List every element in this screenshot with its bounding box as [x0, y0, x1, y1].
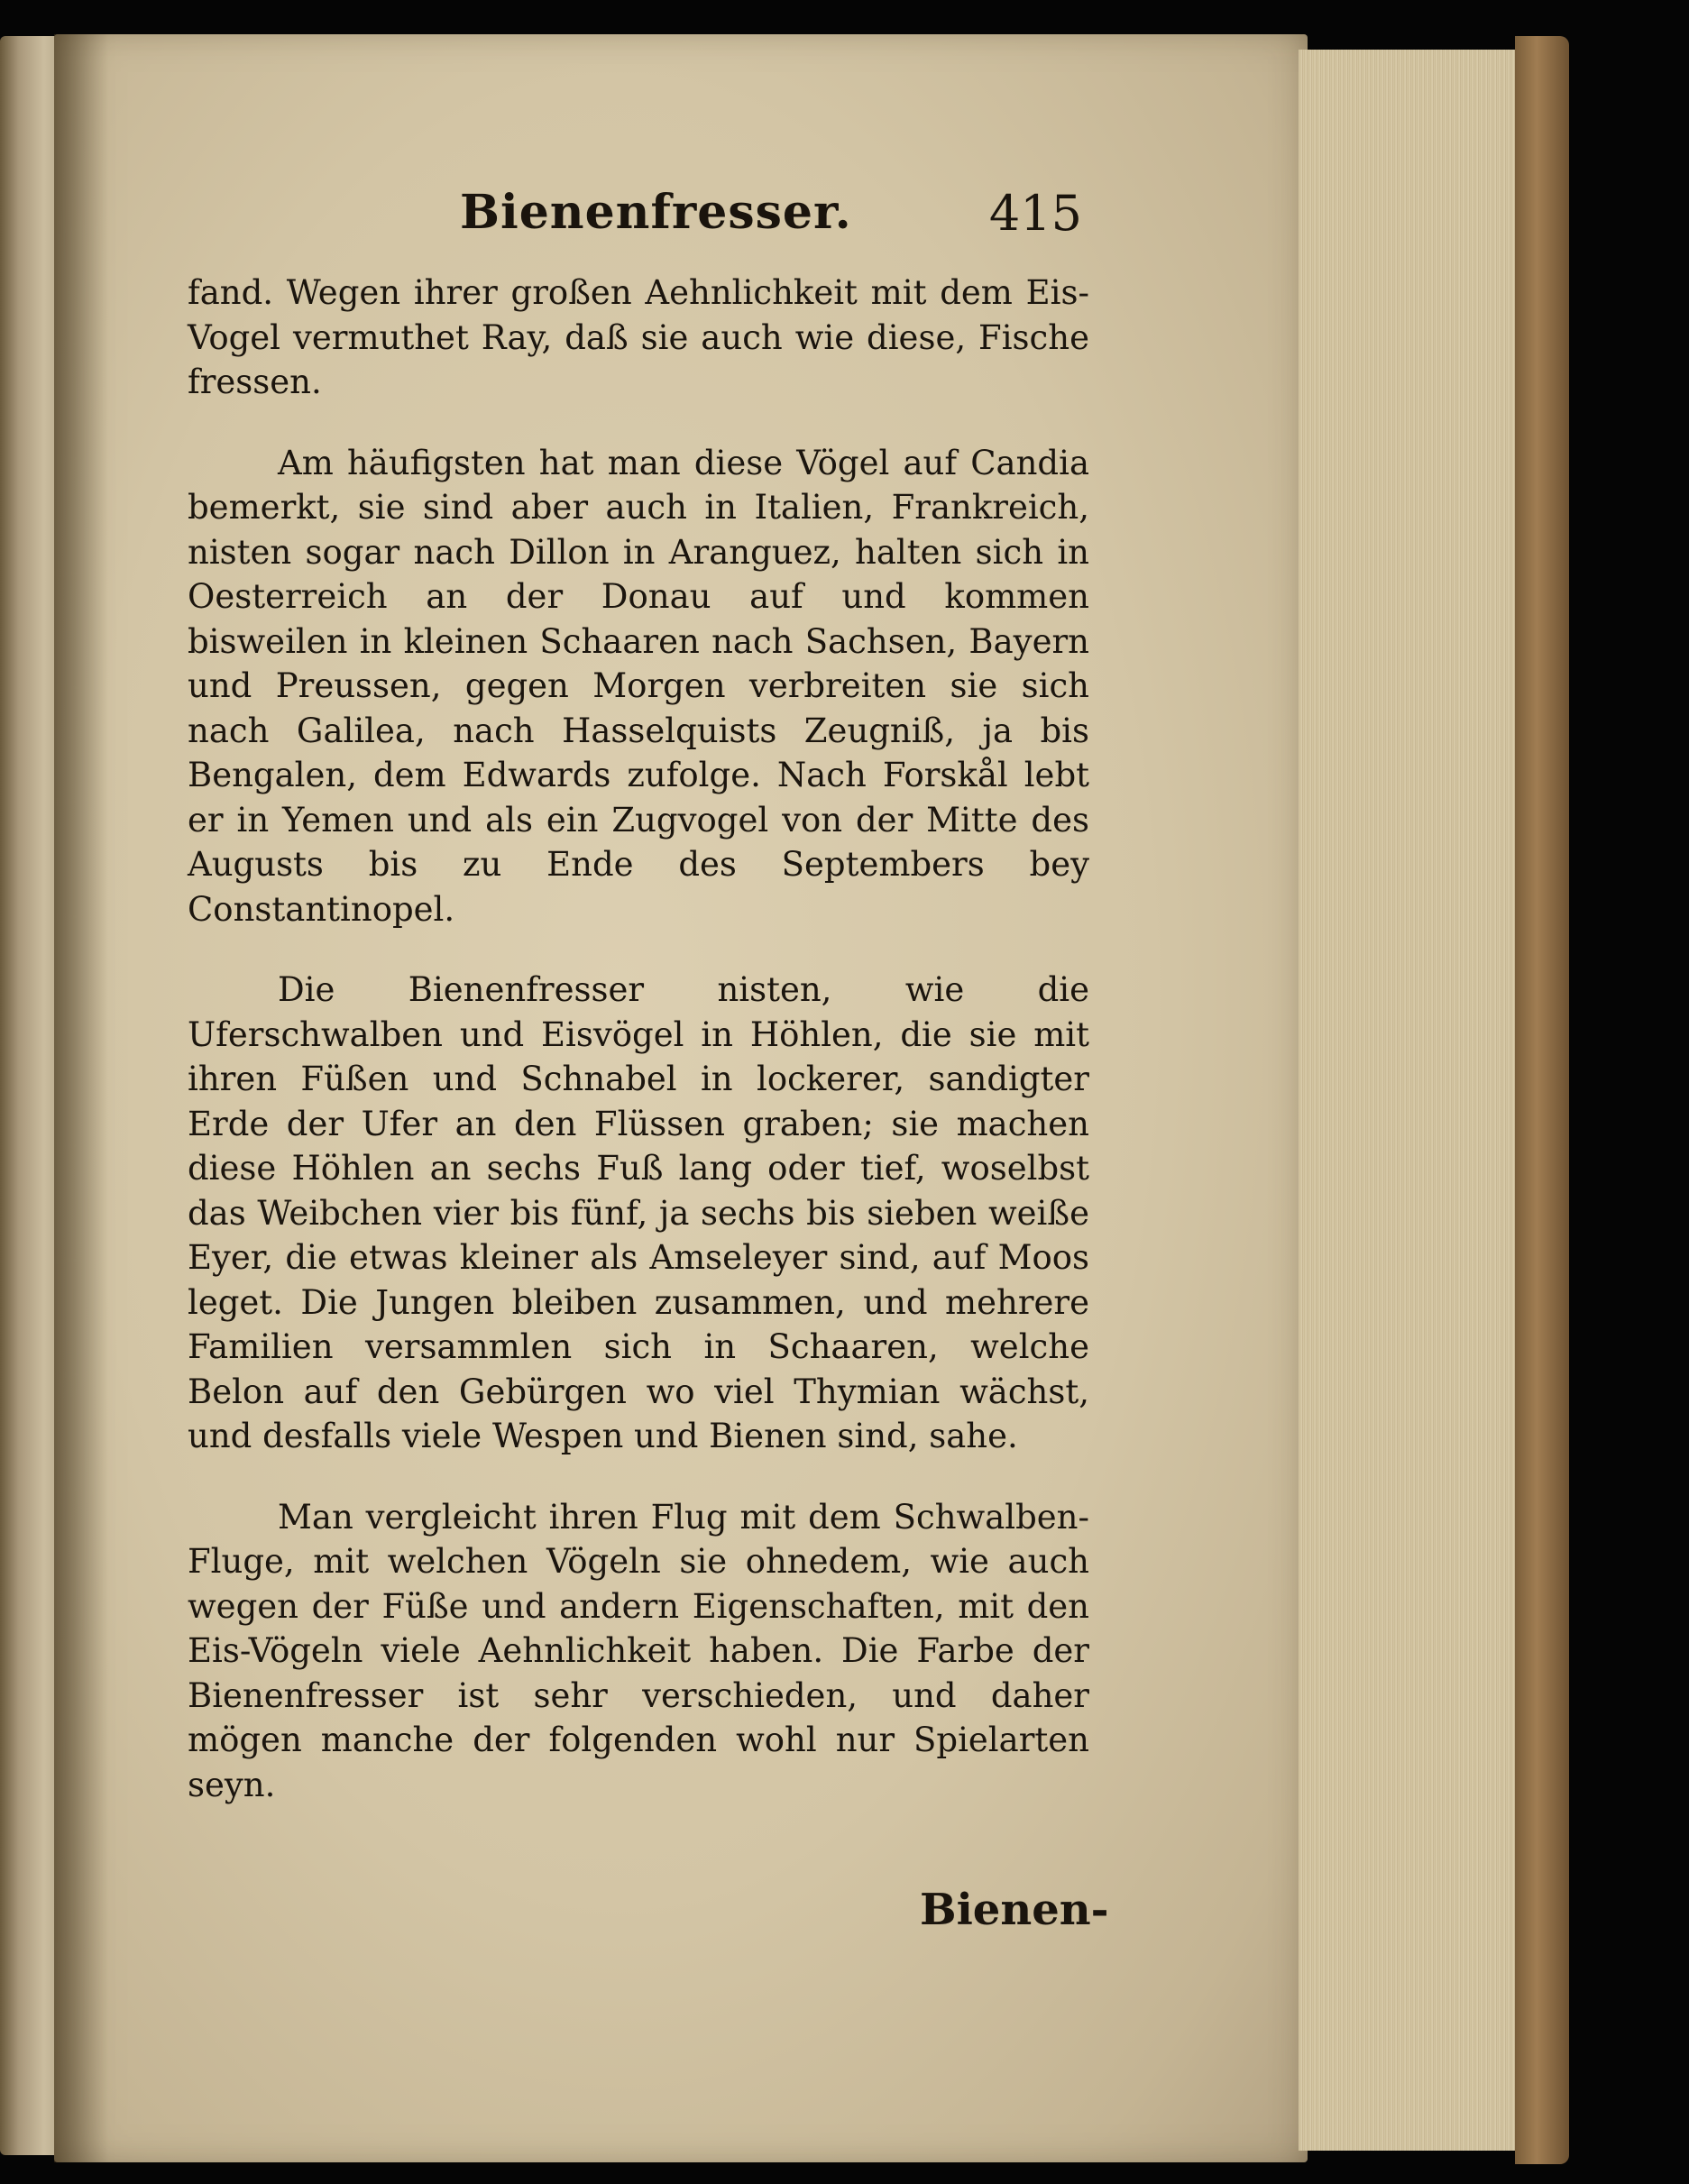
paragraph-4: Man vergleicht ihren Flug mit dem Schwalben-Fluge, mit welchen Vögeln sie ohnedem, wie auch wegen der Füße und andern Eigenschaften, mit den Eis-Vögeln viele Aehnlichkeit haben. Die Farbe der Bienenfresser ist sehr verschieden, und daher mögen manche der folgenden wohl nur Spielarten seyn. — [188, 1497, 1089, 1804]
paragraph-1: fand. Wegen ihrer großen Aehnlichkeit mit dem Eis-Vogel vermuthet Ray, daß sie auch wie diese, Fische fressen. — [188, 273, 1089, 401]
running-head — [189, 185, 1091, 257]
body-text — [188, 271, 1089, 1807]
page-block-edges — [1299, 50, 1520, 2151]
paragraph-3: Die Bienenfresser nisten, wie die Uferschwalben und Eisvögel in Höhlen, die sie mit ihren Füßen und Schnabel in lockerer, sandigter Erde der Ufer an den Flüssen graben; sie machen diese Höhlen an sechs Fuß lang oder tief, woselbst das Weibchen vier bis fünf, ja sechs bis sieben weiße Eyer, die etwas kleiner als Amseleyer sind, auf Moos leget. Die Jungen bleiben zusammen, und mehrere Familien versammlen sich in Schaaren, welche Belon auf den Gebürgen wo viel Thymian wächst, und desfalls viele Wespen und Bienen sind, sahe. — [188, 970, 1089, 1455]
book-cover-edge — [1515, 36, 1569, 2164]
running-title: Bienenfresser. — [460, 185, 852, 240]
page-number: 415 — [988, 185, 1082, 242]
paragraph-2: Am häufigsten hat man diese Vögel auf Candia bemerkt, sie sind aber auch in Italien, Frankreich, nisten sogar nach Dillon in Aranguez, halten sich in Oesterreich an der Donau auf und kommen bisweilen in kleinen Schaaren nach Sachsen, Bayern und Preussen, gegen Morgen verbreiten sie sich nach Galilea, nach Hasselquists Zeugniß, ja bis Bengalen, dem Edwards zufolge. Nach Forskål lebt er in Yemen und als ein Zugvogel von der Mitte des Augusts bis zu Ende des Septembers bey Constantinopel. — [188, 443, 1089, 929]
gutter-shadow — [54, 34, 108, 2162]
catchword: Bienen- — [920, 1885, 1109, 1935]
